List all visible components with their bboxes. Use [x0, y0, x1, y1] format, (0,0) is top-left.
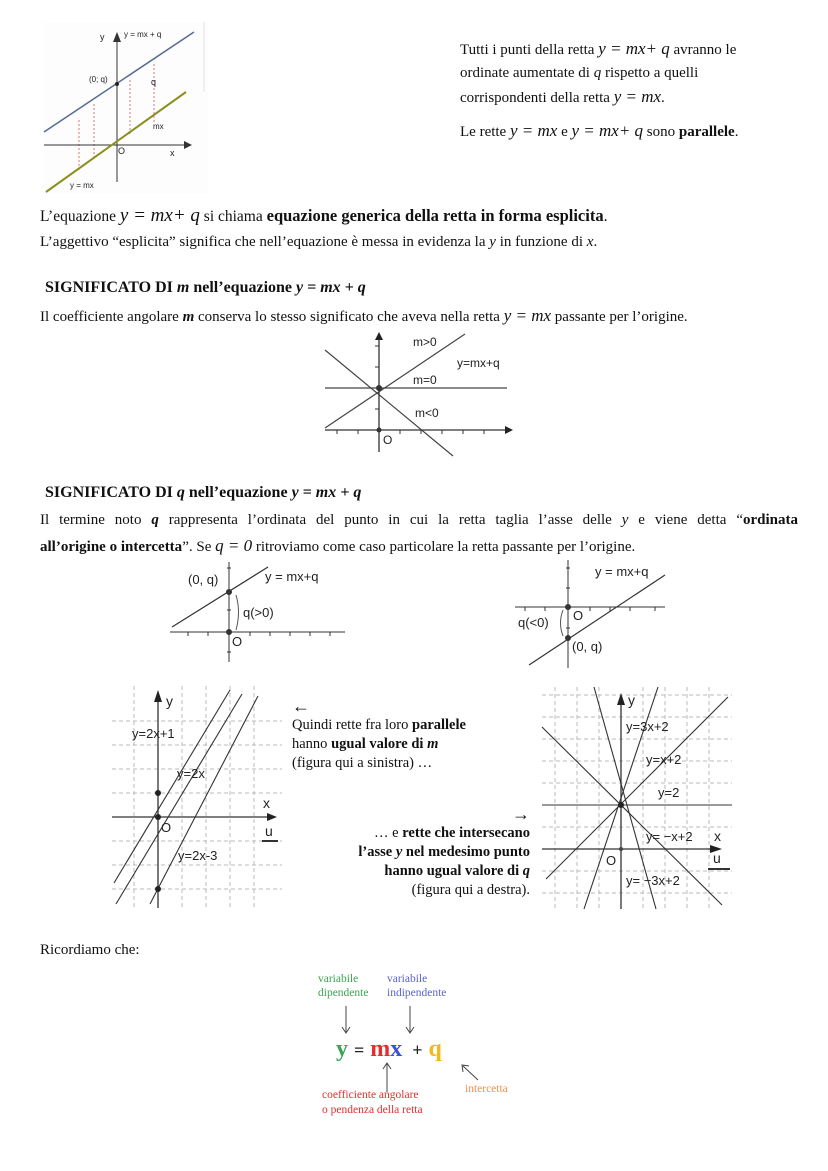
figure-parallel-examples — [112, 686, 282, 908]
origin-label: O — [118, 146, 126, 156]
bold-text: ugual valore di — [331, 736, 428, 752]
text: si chiama — [199, 208, 267, 225]
text: Le rette — [460, 124, 510, 140]
heading-text: nell’equazione — [184, 484, 292, 501]
equation: q = 0 — [215, 536, 253, 555]
text: Quindi rette fra loro — [292, 717, 412, 733]
equation-y-mx-q — [336, 1034, 442, 1065]
section-q-heading — [45, 484, 361, 502]
text: avranno le — [669, 42, 737, 58]
label-slope-coefficient — [322, 1088, 423, 1118]
text: . — [603, 208, 608, 225]
equation: y = mx+ q — [598, 39, 670, 58]
equation-label: y = mx+q — [595, 564, 649, 579]
text: Tutti i punti della retta — [460, 42, 599, 58]
arrow-right-icon: → — [512, 804, 530, 824]
label-intercept: intercetta — [465, 1083, 508, 1095]
text: ”. Se — [182, 539, 216, 555]
y-axis-label: y — [166, 693, 173, 709]
point-label: (0; q) — [89, 75, 108, 84]
text: Il coefficiente angolare — [40, 309, 183, 325]
equation-q: q — [428, 1036, 442, 1062]
text: e — [557, 124, 572, 140]
y-axis-label: y — [100, 32, 105, 42]
bold-text: parallele — [412, 717, 466, 733]
heading-text: SIGNIFICATO DI — [45, 484, 177, 501]
variable-q: q — [151, 512, 159, 528]
section-m-text — [40, 305, 688, 328]
text: rappresenta l’ordinata del punto in cui la retta taglia l’asse delle — [158, 512, 622, 528]
heading-equation: y = mx + q — [291, 484, 362, 501]
point-label: (0, q) — [188, 572, 219, 587]
q-label: q(<0) — [518, 615, 549, 630]
line — [300, 862, 530, 881]
bold-text: nel medesimo punto — [402, 844, 530, 860]
line: (figura qui a sinistra) … — [292, 755, 433, 771]
origin-label: O — [232, 634, 243, 649]
arrow-left-icon: ← — [292, 696, 310, 716]
text: ordinate aumentate di — [460, 65, 594, 81]
point-label: (0, q) — [572, 639, 603, 654]
heading-text: nell’equazione — [189, 279, 297, 296]
line — [292, 716, 466, 735]
intro-paragraph-1-line-3 — [460, 86, 665, 109]
line — [300, 824, 530, 843]
variable-m: m — [427, 736, 439, 752]
bold-text: ordinata — [742, 512, 798, 528]
equation-y: y — [336, 1036, 348, 1062]
line — [292, 735, 466, 754]
equation-x: x — [390, 1036, 403, 1062]
definition-line-2 — [40, 232, 597, 253]
text: indipendente — [387, 987, 447, 999]
reminder-title: Ricordiamo che: — [40, 942, 140, 958]
variable-x: x — [586, 234, 594, 250]
bold-text: l’asse — [358, 844, 396, 860]
equation-diagram — [300, 970, 540, 1125]
figure-q-positive — [170, 562, 350, 662]
text: variabile — [387, 973, 428, 985]
variable-m: m — [182, 309, 195, 325]
figure-parallel-lines — [44, 22, 214, 194]
label-origin: O — [383, 433, 393, 447]
text: ritroviamo come caso particolare la retta passante per l’origine. — [252, 539, 636, 555]
label-y-neg-x-plus-2: y= −x+2 — [646, 829, 693, 844]
x-axis-label: x — [170, 148, 175, 158]
bold-text: rette che intersecano — [402, 825, 530, 841]
equation: y = mx — [503, 306, 552, 325]
lower-line-label: y = mx — [70, 181, 94, 190]
bold-text: parallele — [678, 124, 735, 140]
text: e viene detta “ — [628, 512, 743, 528]
equation: y = mx+ q — [119, 205, 200, 226]
figure-intercept-examples — [542, 687, 732, 909]
variable-q: q — [522, 863, 530, 879]
q-label: q — [151, 77, 157, 87]
line: (figura qui a destra). — [411, 882, 530, 898]
text: hanno — [292, 736, 332, 752]
variable-y: y — [489, 234, 496, 250]
text: . — [593, 234, 598, 250]
text: o pendenza della retta — [322, 1104, 423, 1116]
heading-variable: q — [176, 484, 185, 501]
variable-q: q — [593, 65, 602, 81]
text: sono — [643, 124, 679, 140]
heading-equation: y = mx + q — [296, 279, 366, 296]
mx-label: mx — [153, 122, 164, 131]
text: coefficiente angolare — [322, 1089, 419, 1101]
intro-paragraph-1-line-1 — [460, 38, 736, 61]
equation-m: m — [370, 1036, 391, 1062]
bold-text: all’origine o intercetta — [40, 539, 183, 555]
section-q-line-2 — [40, 535, 635, 558]
intro-paragraph-2 — [460, 120, 738, 143]
label-y-2x-plus-1: y=2x+1 — [132, 726, 175, 741]
y-axis-label: y — [628, 692, 635, 708]
line — [300, 843, 530, 862]
label-y-2: y=2 — [658, 785, 680, 800]
variable-y: y — [395, 844, 403, 860]
x-axis-label: x — [714, 828, 721, 844]
variable-y: y — [621, 512, 629, 528]
origin-label: O — [606, 853, 617, 868]
origin-label: O — [573, 608, 584, 623]
text: L’equazione — [40, 208, 120, 225]
equation: y = mx — [509, 121, 558, 140]
arrow-up-left-icon — [463, 1066, 478, 1080]
figure-slope-m — [325, 330, 515, 458]
label-equation: y=mx+q — [457, 356, 500, 370]
intercept-explanation — [300, 805, 530, 900]
text: . — [661, 90, 665, 106]
line-m-positive — [325, 334, 465, 428]
text: variabile — [318, 973, 359, 985]
origin-label: O — [161, 820, 172, 835]
equation: y = mx — [613, 87, 662, 106]
heading-text: SIGNIFICATO DI — [45, 279, 177, 296]
definition-line-1 — [40, 205, 607, 227]
section-q-line-1 — [40, 510, 798, 531]
label-y-2x: y=2x — [177, 766, 205, 781]
text: in funzione di — [495, 234, 587, 250]
label-m-negative: m<0 — [415, 406, 439, 420]
text: conserva lo stesso significato che aveva nella retta — [194, 309, 504, 325]
section-m-heading — [45, 279, 366, 297]
intro-paragraph-1-line-2 — [460, 63, 698, 84]
equation-plus: + — [412, 1040, 423, 1060]
text: … e — [374, 825, 403, 841]
label-m-positive: m>0 — [413, 335, 437, 349]
equation: y = mx+ q — [571, 121, 644, 140]
bold-text: hanno ugual valore di — [384, 863, 523, 879]
label-m-zero: m=0 — [413, 373, 437, 387]
upper-line-label: y = mx + q — [124, 30, 162, 39]
text: passante per l’origine. — [551, 309, 688, 325]
q-label: q(>0) — [243, 605, 274, 620]
label-y-2x-minus-3: y=2x-3 — [178, 848, 218, 863]
text: . — [734, 124, 739, 140]
unit-label: u — [265, 823, 273, 839]
bold-text: equazione generica della retta in forma esplicita — [266, 206, 604, 225]
x-axis-label: x — [263, 795, 270, 811]
equation-equals: = — [354, 1040, 365, 1060]
label-y-3x-plus-2: y=3x+2 — [626, 719, 669, 734]
parallel-explanation — [292, 697, 466, 773]
text: Il termine noto — [40, 512, 152, 528]
heading-variable: m — [176, 279, 190, 296]
figure-q-negative — [515, 560, 670, 668]
text: L’aggettivo “esplicita” significa che nell’equazione è messa in evidenza la — [40, 234, 490, 250]
text: rispetto a quelli — [601, 65, 699, 81]
equation-label: y = mx+q — [265, 569, 319, 584]
text: dipendente — [318, 987, 369, 999]
text: corrispondenti della retta — [460, 90, 614, 106]
label-y-x-plus-2: y=x+2 — [646, 752, 682, 767]
unit-label: u — [713, 850, 721, 866]
label-y-neg-3x-plus-2: y= −3x+2 — [626, 873, 680, 888]
